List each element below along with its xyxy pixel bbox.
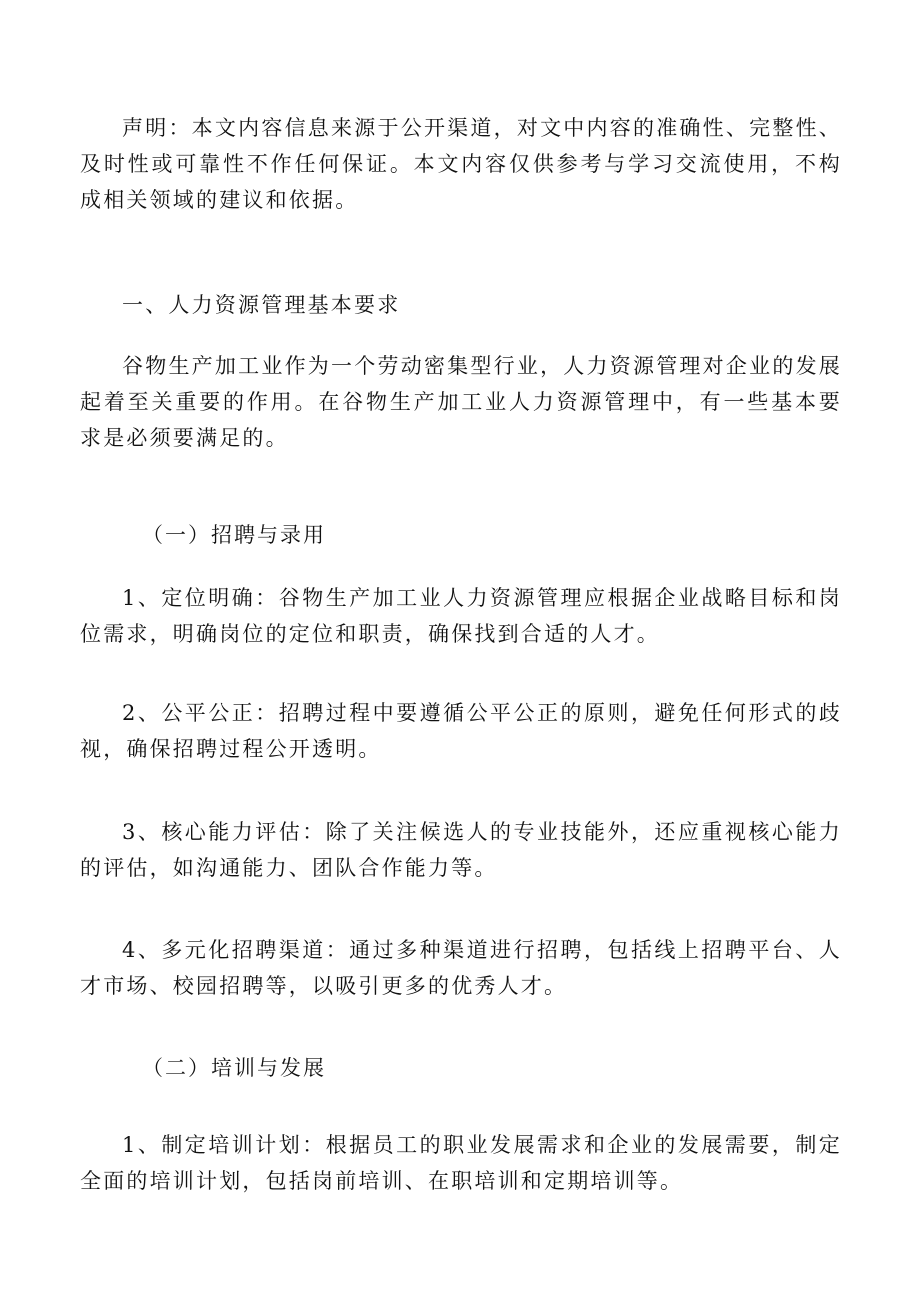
list-item: 1、制定培训计划：根据员工的职业发展需求和企业的发展需要，制定全面的培训计划，包括岗前培训、在职培训和定期培训等。 <box>80 1133 842 1193</box>
list-item: 1、定位明确：谷物生产加工业人力资源管理应根据企业战略目标和岗位需求，明确岗位的定位和职责，确保找到合适的人才。 <box>80 586 842 646</box>
list-item: 4、多元化招聘渠道：通过多种渠道进行招聘，包括线上招聘平台、人才市场、校园招聘等，以吸引更多的优秀人才。 <box>80 938 842 998</box>
subsection-heading: （二）培训与发展 <box>142 1056 326 1080</box>
disclaimer-paragraph: 声明：本文内容信息来源于公开渠道，对文中内容的准确性、完整性、及时性或可靠性不作任何保证。本文内容仅供参考与学习交流使用，不构成相关领域的建议和依据。 <box>80 116 842 212</box>
list-item: 3、核心能力评估：除了关注候选人的专业技能外，还应重视核心能力的评估，如沟通能力、团队合作能力等。 <box>80 820 842 880</box>
section-intro-paragraph: 谷物生产加工业作为一个劳动密集型行业，人力资源管理对企业的发展起着至关重要的作用。在谷物生产加工业人力资源管理中，有一些基本要求是必须要满足的。 <box>80 354 842 450</box>
list-item: 2、公平公正：招聘过程中要遵循公平公正的原则，避免任何形式的歧视，确保招聘过程公开透明。 <box>80 701 842 761</box>
subsection-heading: （一）招聘与录用 <box>142 523 326 547</box>
section-heading: 一、人力资源管理基本要求 <box>122 293 401 317</box>
